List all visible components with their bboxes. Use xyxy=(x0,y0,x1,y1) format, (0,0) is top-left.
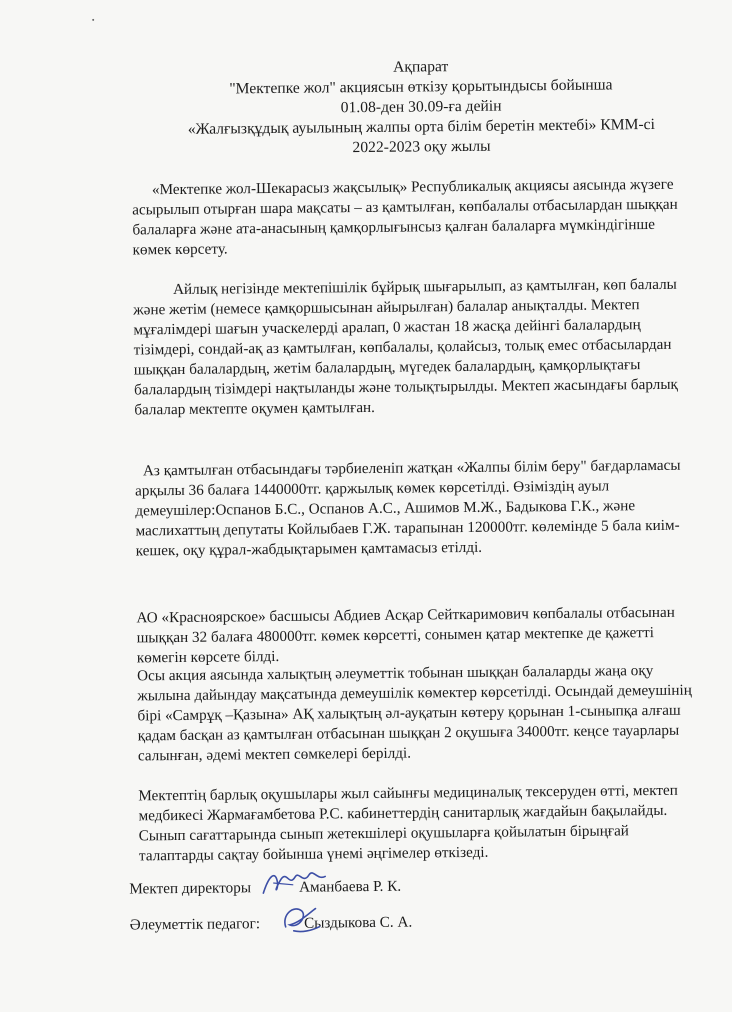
paragraph-medical: Мектептің барлық оқушылары жыл сайынғы медициналық тексеруден өтті, мектеп медбикесі Жармағамбетова Р.С. кабинеттердің санитарлық жағдайын бақылайды. Сынып сағаттарында сынып жетекшілері оқушыларға қойылатын бірыңғай талаптарды сақтау бойынша үнемі әңгімелер өткізеді. xyxy=(138,781,678,865)
director-name: Аманбаева Р. К. xyxy=(298,877,402,896)
director-signature-line xyxy=(129,878,401,899)
paragraph-identification: Айлық негізінде мектепішілік бұйрық шығарылып, аз қамтылған, көп балалы және жетім (немесе қамқоршысынан айырылған) балалар анықталды. Мектеп мұғалімдері шағын учаскелерді аралап, 0 жастан 18 жасқа дейінгі балалардың тізімдері, сондай-ақ аз қамтылған, көпбалалы, қолайсыз, толық емес отбасылардан шыққан балалардың, жетім балалардың, мүгедек балалардың, қамқорлықтағы балалардың тізімдері нақтыланды және толықтырылды. Мектеп жасындағы барлық балалар мектепте оқумен қамтылған. xyxy=(133,275,678,419)
pedagogue-name: Сыздыкова С. А. xyxy=(303,913,413,932)
header-school-name: «Жалғызқұдық ауылының жалпы орта білім беретін мектебі» КММ-сі xyxy=(187,115,655,138)
header-title: Ақпарат xyxy=(392,58,449,76)
paragraph-purpose: «Мектепке жол-Шекарасыз жақсылық» Республикалық акциясы аясында жүзеге асырылып отырған шара мақсаты – аз қамтылған, көпбалалы отбасылардан шыққан балаларға және ата-анасының қамқорлығынсыз қалған балаларға мүмкіндігінше көмек көрсету. xyxy=(132,175,678,259)
pedagogue-signature-line xyxy=(130,914,413,935)
scan-speck xyxy=(92,19,94,21)
paragraph-sponsor-samruk: Осы акция аясында халықтың әлеуметтік тобынан шыққан балаларды жаңа оқу жылына дайындау мақсатында демеушілік көмектер көрсетілді. Осындай демеушінің бірі «Самрұқ –Қазына» АҚ халықтың әл-ауқатын көтеру қорынан 1-сыныпқа алғаш қадам басқан аз қамтылған отбасынан шыққан 2 оқушыға 34000тг. кеңсе тауарлары салынған, әдемі мектеп сөмкелері берілді. xyxy=(136,662,692,765)
header-date-range: 01.08-ден 30.09-ға дейін xyxy=(340,97,502,117)
pedagogue-role: Әлеуметтік педагог: xyxy=(129,915,261,934)
header-school-year: 2022-2023 оқу жылы xyxy=(352,137,491,157)
director-role: Мектеп директоры xyxy=(129,879,252,898)
paragraph-financial-aid: Аз қамтылған отбасындағы тәрбиеленіп жатқан «Жалпы білім беру" бағдарламасы арқылы 36 балаға 1440000тг. қаржылық көмек көрсетілді. Өзіміздің ауыл демеушілер:Оспанов Б.С., Оспанов А.С., Ашимов М.Ж., Бадыкова Г.К., және маслихаттың депутаты Койлыбаев Г.Ж. тарапынан 120000тг. көлемінде 5 бала киім-кешек, оқу құрал-жабдықтарымен қамтамасыз етілді. xyxy=(135,456,681,560)
paragraph-sponsor-krasnoyarskoe: АО «Красноярское» басшысы Абдиев Асқар Сейткаримович көпбалалы отбасынан шыққан 32 балаға 480000тг. көмек көрсетті, сонымен қатар мектепке де қажетті көмегін көрсете білді. xyxy=(136,603,675,667)
document-header xyxy=(61,54,732,162)
header-subtitle: "Мектепке жол" акциясын өткізу қорытындысы бойынша xyxy=(229,76,613,98)
